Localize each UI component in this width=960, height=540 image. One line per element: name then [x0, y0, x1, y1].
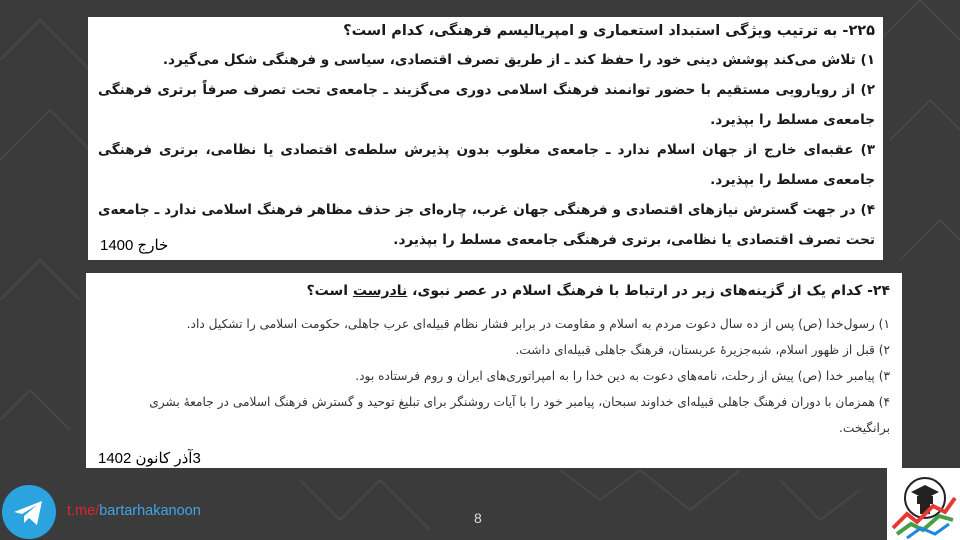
page-number: 8 [474, 510, 482, 526]
channel-name: bartarhakanoon [99, 503, 201, 519]
option-2: ۲) قبل از ظهور اسلام، شبه‌جزیرهٔ عربستان، فرهنگ جاهلی قبیله‌ای داشت. [515, 343, 890, 357]
question-title [98, 283, 890, 299]
question-225-card [88, 17, 883, 260]
channel-logo-icon [887, 468, 960, 540]
option-3: ۳) پیامبر خدا (ص) پیش از رحلت، نامه‌های دعوت به دین خدا را به امپراتوری‌های ایران و روم فرستاده بود. [355, 369, 890, 383]
option-3: ۳) عقبه‌ای خارج از جهان اسلام ندارد ـ جامعه‌ی مغلوب بدون پذیرش سلطه‌ی اقتصادی یا نظامی، برتری فرهنگی جامعه‌ی مسلط را بپذیرد. [98, 142, 875, 188]
question-24-card [86, 273, 902, 468]
option-2: ۲) از رویارویی مستقیم با حضور توانمند فرهنگ اسلامی دوری می‌گزیند ـ جامعه‌ی تحت تصرف صرفاً برتری فرهنگی جامعه‌ی مسلط را بپذیرد. [98, 82, 875, 128]
source-tag: 3آذر کانون 1402 [98, 450, 201, 467]
question-title: ۲۲۵- به ترتیب ویژگی استبداد استعماری و امپریالیسم فرهنگی، کدام است؟ [343, 23, 875, 39]
telegram-icon[interactable] [0, 484, 58, 540]
option-4: ۴) همزمان با دوران فرهنگ جاهلی قبیله‌ای خداوند سبحان، پیامبر خود را با آیات روشنگر برای تبلیغ توحید و گسترش فرهنگ اسلامی در جامعهٔ بشری برانگیخت. [149, 395, 890, 435]
title-emphasis: نادرست [352, 283, 408, 299]
channel-link[interactable] [67, 503, 201, 519]
option-1: ۱) تلاش می‌کند پوشش دینی خود را حفظ کند ـ از طریق تصرف اقتصادی، سیاسی و فرهنگی شکل می‌گیرد. [162, 52, 875, 68]
option-4: ۴) در جهت گسترش نیازهای اقتصادی و فرهنگی جهان غرب، چاره‌ای جز حذف مظاهر فرهنگ اسلامی ندارد ـ جامعه‌ی تحت تصرف اقتصادی یا نظامی، برتری فرهنگی جامعه‌ی مسلط را بپذیرد. [98, 202, 875, 248]
channel-prefix: t.me/ [67, 503, 100, 519]
source-tag: خارج 1400 [100, 237, 169, 254]
option-1: ۱) رسول‌خدا (ص) پس از ده سال دعوت مردم به اسلام و مقاومت در برابر فشار نظام قبیله‌ای عرب جاهلی، حکومت اسلامی را تشکیل داد. [186, 317, 890, 331]
title-text: ۲۴- کدام یک از گزینه‌های زیر در ارتباط با فرهنگ اسلام در عصر نبوی، [407, 283, 890, 299]
title-text-end: است؟ [306, 283, 353, 299]
